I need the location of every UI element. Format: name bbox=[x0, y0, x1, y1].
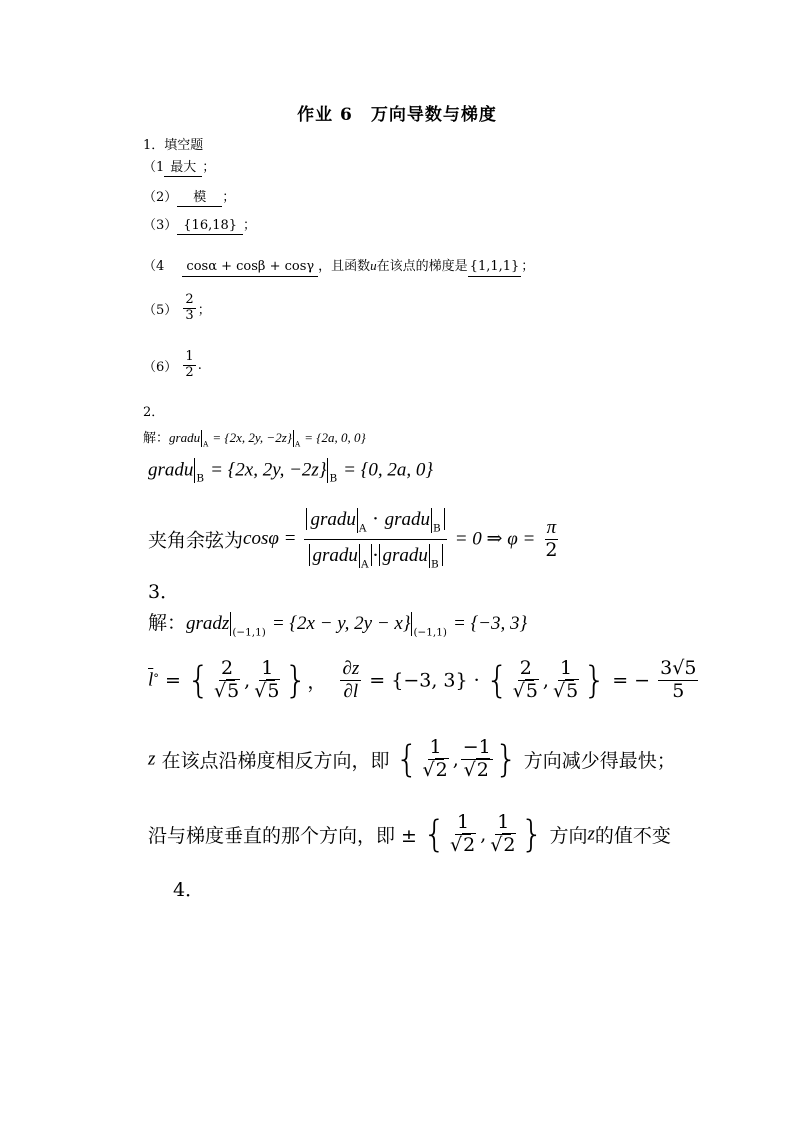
cos-fraction: $\frac{gradu _A \cdot gradu _B}{gradu _A \cdot gradu _B}$ bbox=[304, 508, 446, 570]
cos-angle-line: 夹角余弦为cosφ = $\frac{gradu _A \cdot gradu _B}{gradu _A \cdot gradu _B}$ = 0 ⇒ φ = $\frac{\pi}{2}$ bbox=[148, 508, 558, 571]
fraction-2-3: $\frac{2}{3}$ bbox=[185, 292, 194, 323]
fastest-decrease-line: z 在该点沿梯度相反方向，即 { $\frac{1}{√2}$ , $\frac{-1}{√2}$ } 方向减少得最快； bbox=[148, 736, 676, 781]
constant-direction-line: 沿与梯度垂直的那个方向，即 ± { $\frac{1}{√2}$ , $\frac{1}{√2}$ } 方向z的值不变 bbox=[148, 811, 671, 856]
grad-a-line: 解：gradu $_A$ = {2x, 2y, −2z} $_A$ = {2a, 0, 0} bbox=[143, 430, 366, 449]
answer-3: （3） {16,18} ； bbox=[143, 218, 257, 233]
answer-1: （1 最大 ； bbox=[143, 156, 215, 177]
section-4-heading: 4． bbox=[173, 879, 205, 901]
section-1-heading: 1．填空题 bbox=[143, 138, 204, 153]
grad-b-line: gradu $_B$ = {2x, 2y, −2z} $_B$ = {0, 2a, 0} bbox=[148, 459, 433, 485]
section-3-heading: 3． bbox=[148, 581, 180, 603]
answer-5: （5） $\frac{2}{3}$ ； bbox=[143, 292, 211, 323]
grad-z-line: 解：gradz $_{(-1,1)}$ = {2x − y, 2y − x} $_{(-1,1)}$ = {−3, 3} bbox=[148, 612, 528, 639]
page-title: 作业 6 万向导数与梯度 bbox=[297, 105, 497, 125]
answer-6: （6） $\frac{1}{2}$ . bbox=[143, 349, 202, 380]
pi-over-2: $\frac{\pi}{2}$ bbox=[545, 516, 558, 561]
fraction-1-2: $\frac{1}{2}$ bbox=[185, 349, 194, 380]
answer-2: （2） 模 ； bbox=[143, 186, 235, 207]
direction-derivative-line: $\overline{l}^\circ$ = { $\frac{2}{√5}$ , $\frac{1}{√5}$ }， $\frac{\partial z}{\partial l}$ = {−3, 3} · { $\frac{2}{√5}$ , $\frac{1}{√5}$ } = − $\frac{3√5}{5}$ bbox=[148, 657, 697, 702]
answer-4: （4 cosα + cosβ + cosγ ，且函数u在该点的梯度是 {1,1,1} ； bbox=[143, 255, 534, 277]
section-2-heading: 2． bbox=[143, 405, 165, 420]
